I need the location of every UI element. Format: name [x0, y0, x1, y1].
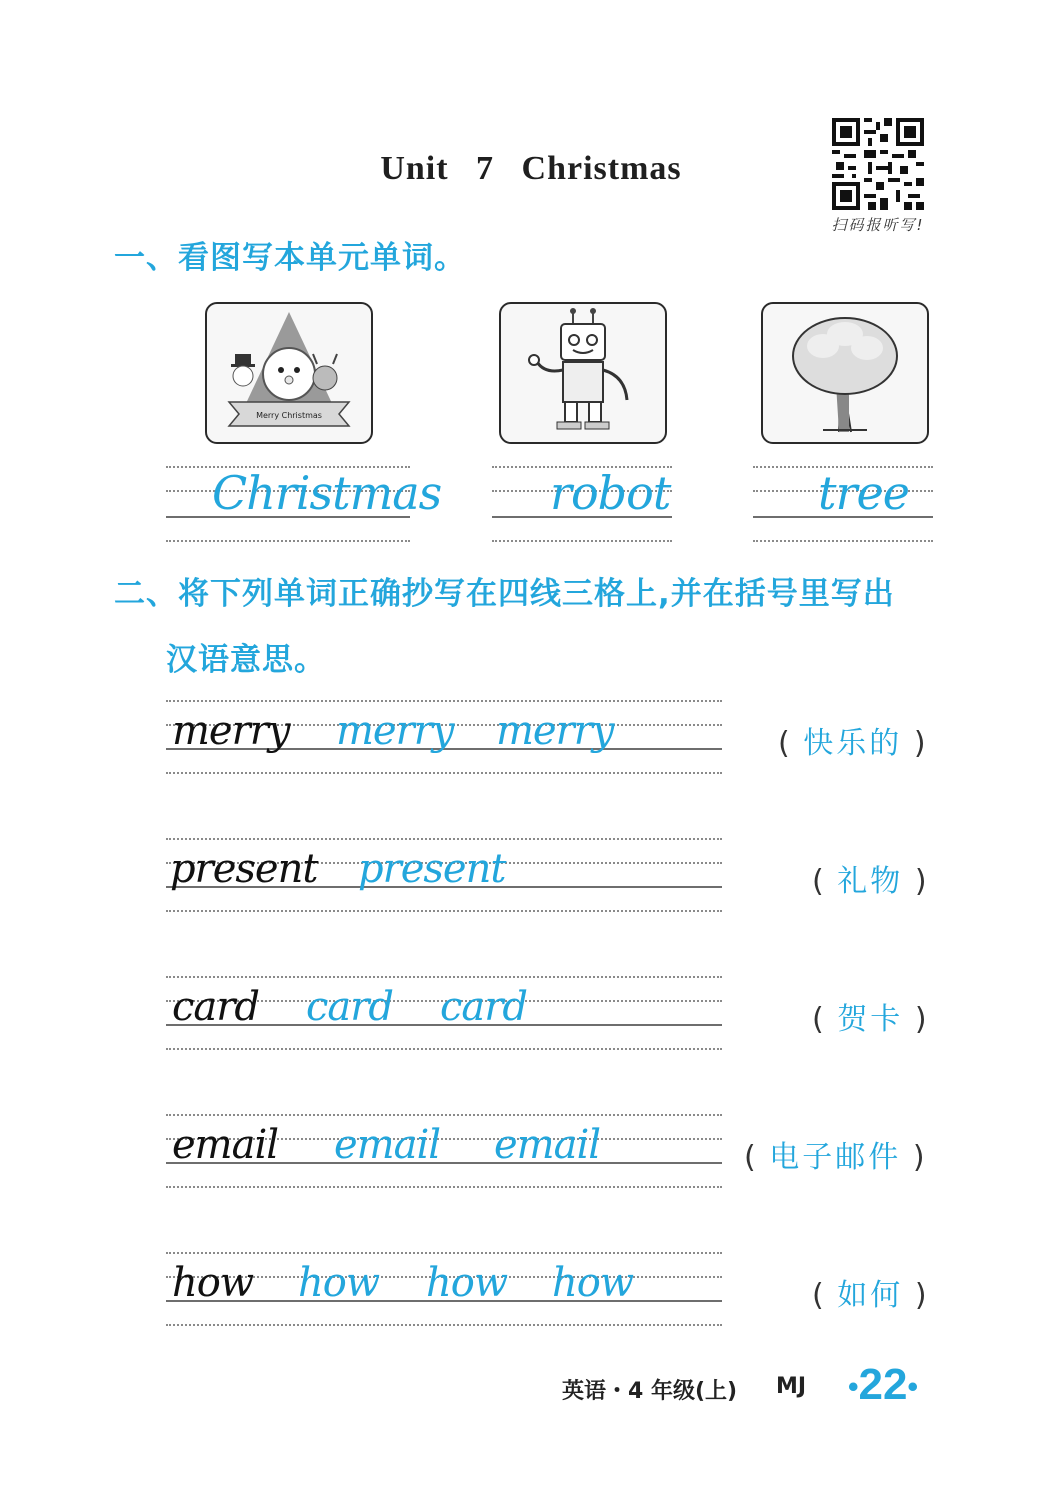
copy-word: present: [358, 846, 506, 892]
meaning-text: 电子邮件: [769, 1140, 902, 1175]
paren-close: ): [914, 1278, 929, 1313]
bullet-left: •: [848, 1370, 859, 1404]
guide-line: [166, 1048, 722, 1050]
paren-open: (: [744, 1140, 758, 1175]
paren-open: (: [778, 726, 792, 761]
copy-word: how: [552, 1260, 634, 1306]
copy-word: how: [426, 1260, 508, 1306]
qr-code[interactable]: [832, 118, 924, 210]
paren-close: ): [914, 864, 929, 899]
card-caption: Merry Christmas: [256, 411, 322, 420]
meaning-text: 如何: [837, 1278, 904, 1313]
paren-close: ): [914, 1002, 929, 1037]
robot-card-frame: [499, 302, 667, 444]
paren-close: ): [912, 1140, 927, 1175]
meaning-paren: [812, 1270, 929, 1314]
page-number-wrap: [848, 1360, 918, 1410]
model-word: present: [170, 846, 318, 892]
model-word: merry: [172, 708, 290, 754]
model-word: email: [172, 1122, 279, 1168]
meaning-text: 礼物: [837, 864, 904, 899]
paren-open: (: [812, 1278, 826, 1313]
copy-word: merry: [336, 708, 454, 754]
tree-image: [763, 304, 927, 442]
answer-christmas: Christmas: [212, 466, 442, 520]
christmas-wreath-image: [207, 304, 371, 442]
guide-line: [166, 540, 410, 542]
bullet-right: •: [907, 1370, 918, 1404]
guide-line: [166, 1324, 722, 1326]
copy-word: merry: [496, 708, 614, 754]
answer-tree: tree: [818, 466, 909, 520]
paren-close: ): [913, 726, 928, 761]
guide-line: [166, 1114, 722, 1116]
page-number: 22: [858, 1360, 908, 1409]
meaning-paren: [812, 994, 929, 1038]
guide-line: [166, 1186, 722, 1188]
christmas-card-frame: [205, 302, 373, 444]
guide-line: [166, 1252, 722, 1254]
copy-word: how: [298, 1260, 380, 1306]
model-word: how: [172, 1260, 254, 1306]
guide-line: [753, 540, 933, 542]
section2-heading-line1: 二、将下列单词正确抄写在四线三格上,并在括号里写出: [114, 576, 895, 612]
guide-line: [166, 772, 722, 774]
guide-line: [492, 540, 672, 542]
answer-robot: robot: [550, 466, 671, 520]
tree-card-frame: [761, 302, 929, 444]
meaning-paren: [812, 856, 929, 900]
section1-heading: 一、看图写本单元单词。: [114, 240, 466, 276]
copy-word: email: [494, 1122, 601, 1168]
meaning-paren: [778, 718, 928, 762]
guide-line: [166, 910, 722, 912]
section2-heading-line2: 汉语意思。: [166, 642, 326, 678]
paren-open: (: [812, 1002, 826, 1037]
guide-line: [166, 838, 722, 840]
model-word: card: [172, 984, 259, 1030]
copy-word: email: [334, 1122, 441, 1168]
page-title: Unit 7 Christmas: [380, 150, 682, 187]
copy-word: card: [440, 984, 527, 1030]
copy-word: card: [306, 984, 393, 1030]
paren-open: (: [812, 864, 826, 899]
meaning-paren: [744, 1132, 927, 1176]
meaning-text: 贺卡: [837, 1002, 904, 1037]
guide-line: [166, 700, 722, 702]
robot-image: [501, 304, 665, 442]
qr-caption: 扫码报听写!: [831, 216, 925, 234]
book-info: 英语・4 年级(上): [562, 1379, 738, 1404]
edition-label: MJ: [776, 1374, 807, 1399]
guide-line: [166, 976, 722, 978]
meaning-text: 快乐的: [803, 726, 903, 761]
